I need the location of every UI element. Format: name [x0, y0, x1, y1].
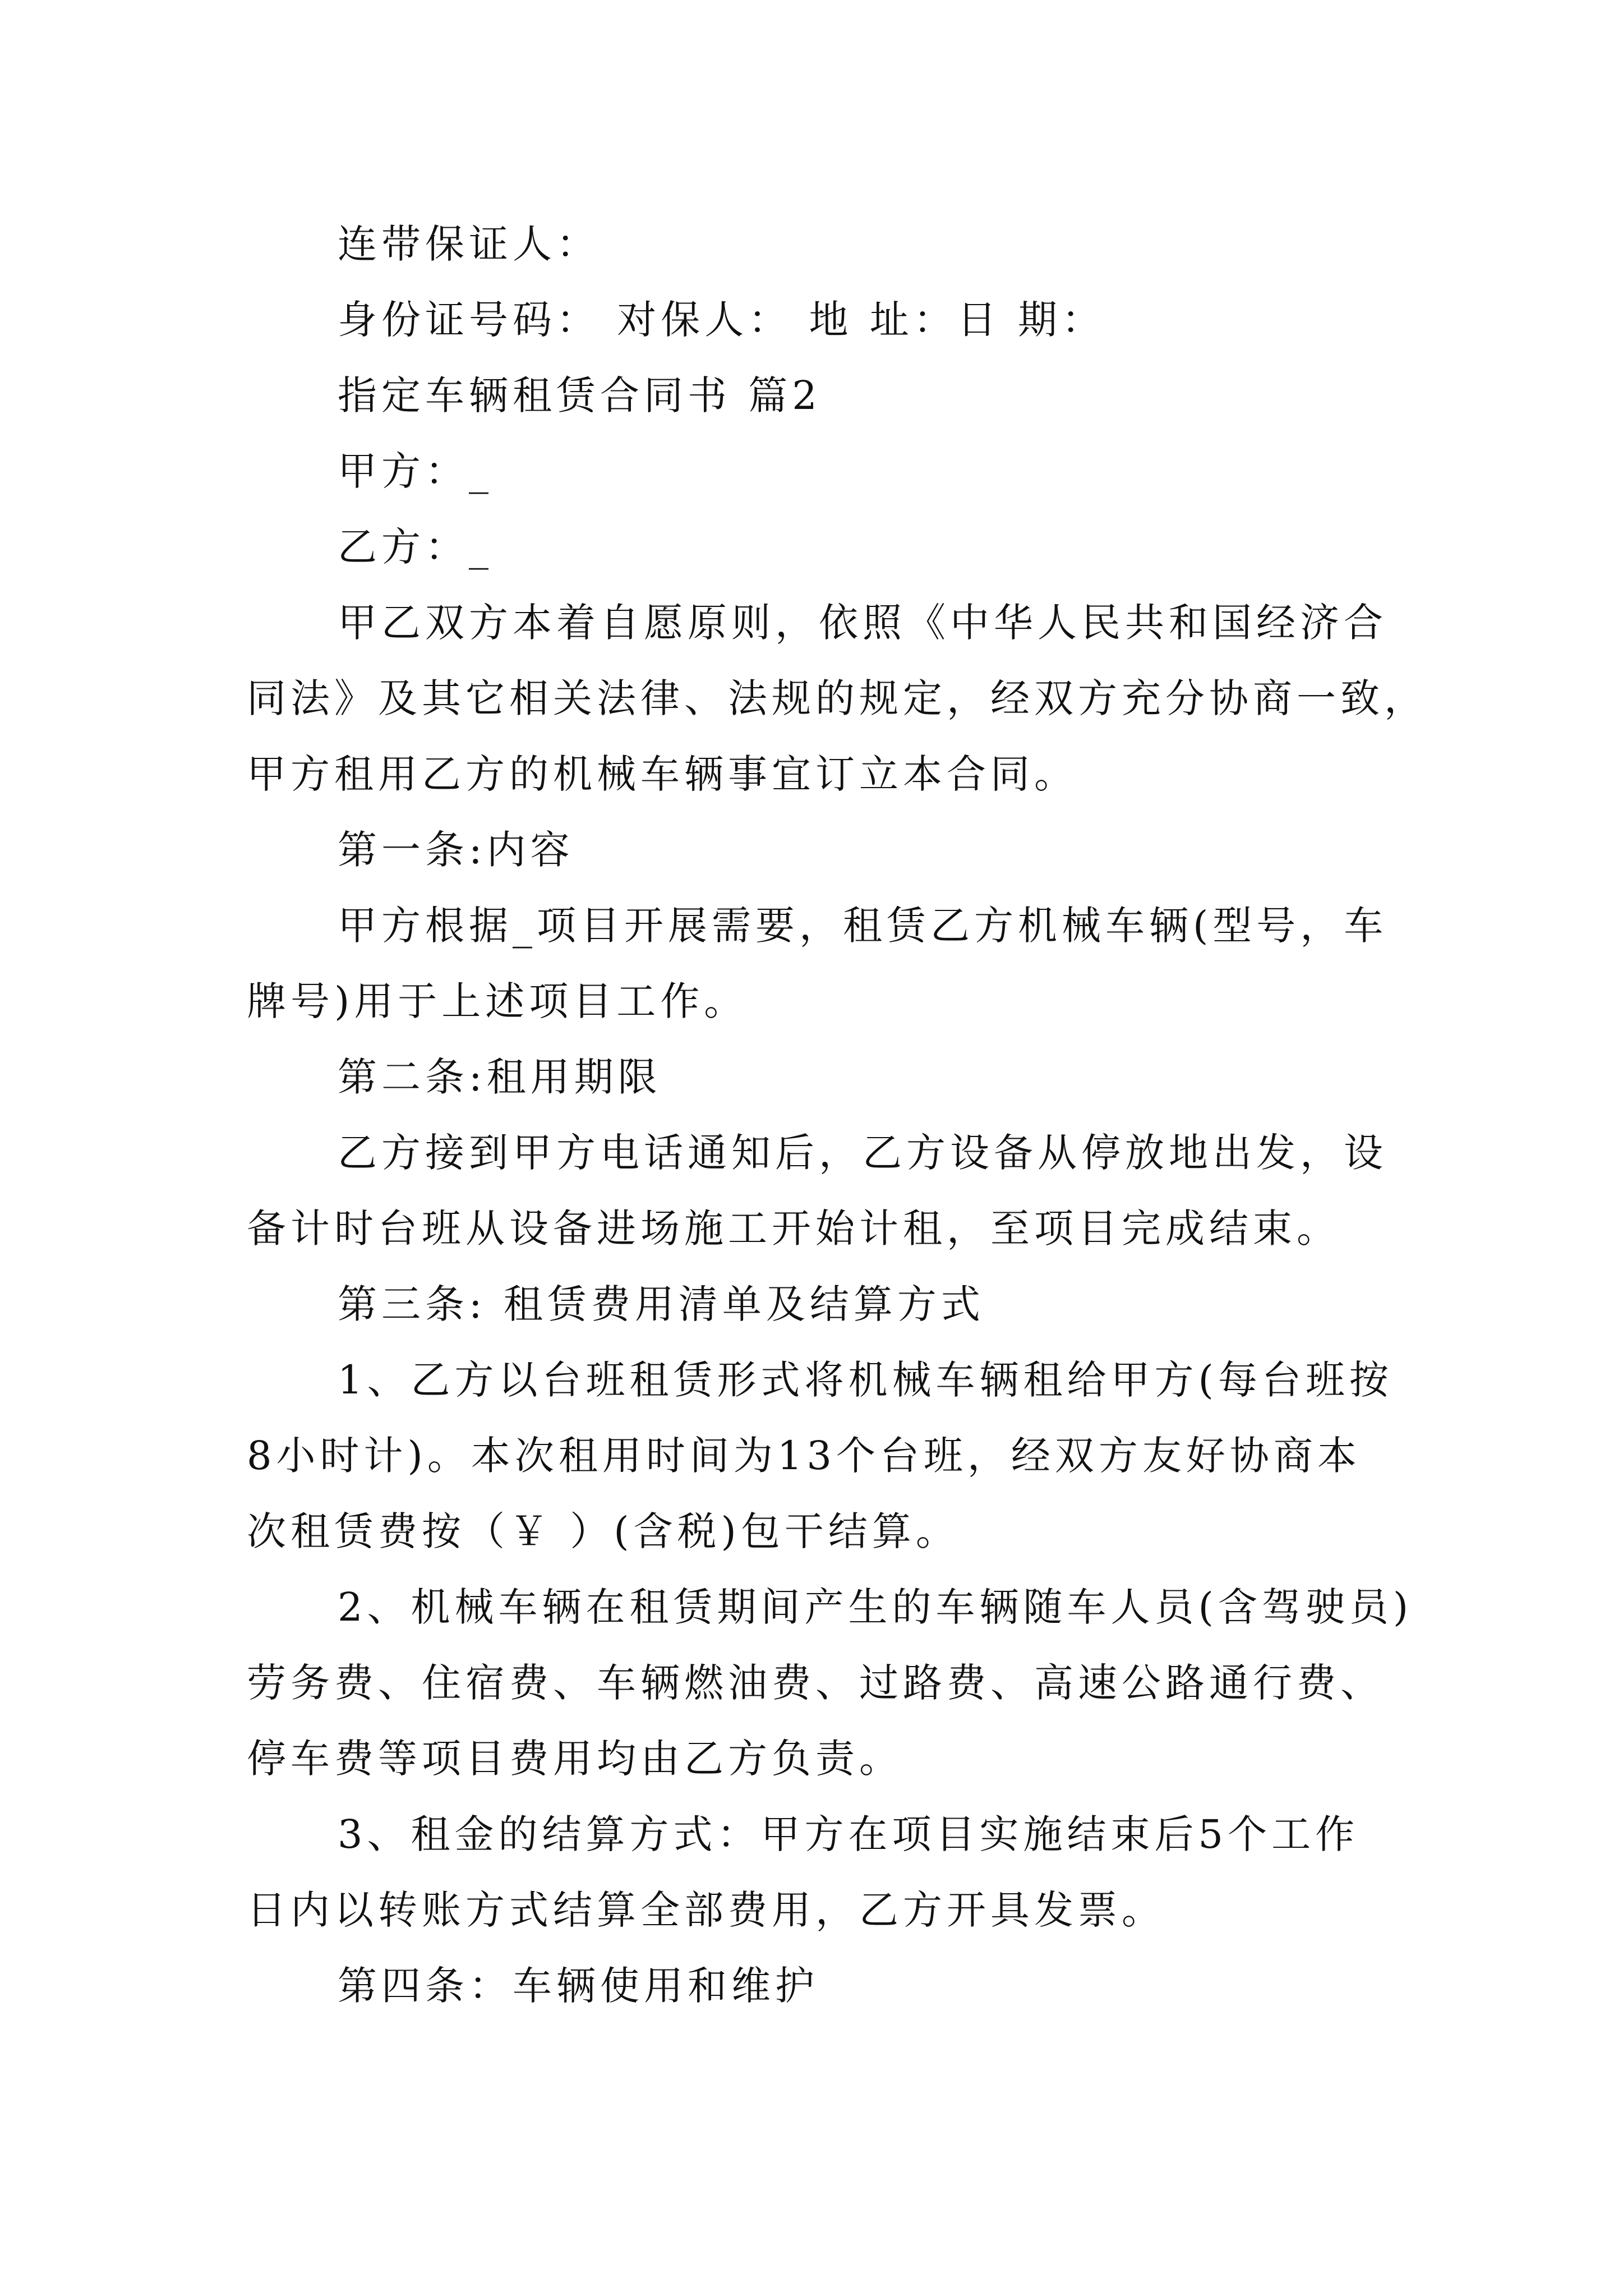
article-3-heading: 第三条: 租赁费用清单及结算方式: [338, 1281, 985, 1327]
party-a-line: 甲方：_: [338, 448, 493, 494]
article-2-heading: 第二条:租用期限: [338, 1054, 662, 1100]
article-1-heading: 第一条:内容: [338, 827, 574, 873]
article-3-item-1-line-3: 次租赁费按（￥ ）(含税)包干结算。: [247, 1508, 960, 1554]
article-3-item-2-line-1: 2、机械车辆在租赁期间产生的车辆随车人员(含驾驶员): [338, 1584, 1413, 1630]
preamble-line-3: 甲方租用乙方的机械车辆事宜订立本合同。: [247, 751, 1078, 797]
article-3-item-3-line-1: 3、租金的结算方式：甲方在项目实施结束后5个工作: [338, 1811, 1359, 1857]
article-1-text-1: 甲方根据_项目开展需要，租赁乙方机械车辆(型号，车: [338, 903, 1388, 949]
article-3-item-2-line-3: 停车费等项目费用均由乙方负责。: [247, 1736, 903, 1782]
article-3-item-1-line-2: 8小时计)。本次租用时间为13个台班，经双方友好协商本: [247, 1433, 1361, 1479]
article-3-item-2-line-2: 劳务费、住宿费、车辆燃油费、过路费、高速公路通行费、: [247, 1660, 1384, 1706]
guarantor-line: 连带保证人：: [338, 221, 600, 267]
article-3-item-1-line-1: 1、乙方以台班租赁形式将机械车辆租给甲方(每台班按: [338, 1357, 1393, 1403]
preamble-line-2: 同法》及其它相关法律、法规的规定，经双方充分协商一致，: [247, 675, 1428, 721]
article-4-heading: 第四条：车辆使用和维护: [338, 1963, 819, 2009]
article-3-item-3-line-2: 日内以转账方式结算全部费用，乙方开具发票。: [247, 1887, 1165, 1933]
article-2-text-2: 备计时台班从设备进场施工开始计租，至项目完成结束。: [247, 1205, 1340, 1251]
contract-title-line: 指定车辆租赁合同书 篇2: [338, 372, 822, 418]
id-number-line: 身份证号码： 对保人： 地 址：日 期：: [338, 297, 1106, 343]
party-b-line: 乙方：_: [338, 524, 493, 570]
preamble-line-1: 甲乙双方本着自愿原则，依照《中华人民共和国经济合: [338, 600, 1387, 646]
article-2-text-1: 乙方接到甲方电话通知后，乙方设备从停放地出发，设: [338, 1130, 1387, 1176]
article-1-text-2: 牌号)用于上述项目工作。: [247, 978, 748, 1024]
